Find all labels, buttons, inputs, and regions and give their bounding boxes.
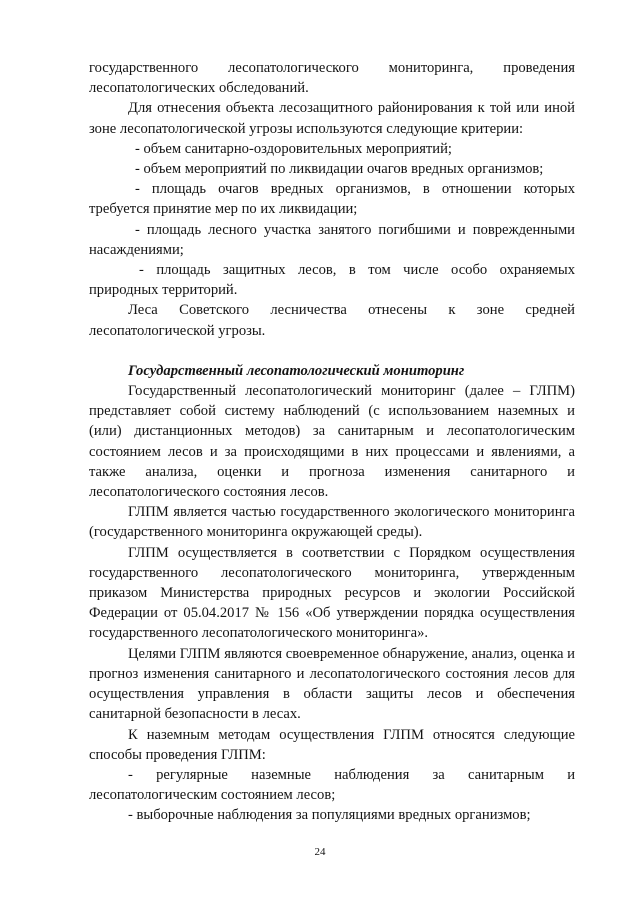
page-number: 24 [314,846,326,858]
page-body [89,58,575,826]
section-heading: Государственный лесопатологический мониторинг [128,362,465,379]
paragraph: Целями ГЛПМ являются своевременное обнаружение, анализ, оценка и прогноз изменения санитарного и лесопатологического состояния лесов для осуществления управления в области защиты лесов и обеспечения санитарной безопасности в лесах. [89,645,575,723]
paragraph: ГЛПМ является частью государственного экологического мониторинга (государственного мониторинга окружающей среды). [89,504,575,541]
list-item: - выборочные наблюдения за популяциями вредных организмов; [128,807,531,824]
list-item: - площадь лесного участка занятого погибшими и поврежденными насаждениями; [89,221,575,258]
list-item: - площадь очагов вредных организмов, в отношении которых требуется принятие мер по их ликвидации; [89,181,575,218]
paragraph: ГЛПМ осуществляется в соответствии с Порядком осуществления государственного лесопатологического мониторинга, утвержденным приказом Министерства природных ресурсов и экологии Российской Федерации от 05.04.2017 № 156 «Об утверждении порядка осуществления государственного лесопатологического мониторинга». [89,544,575,642]
paragraph: государственного лесопатологического мониторинга, проведения лесопатологических обследований. [89,60,575,97]
list-item: - объем санитарно-оздоровительных мероприятий; [135,140,452,157]
paragraph: Для отнесения объекта лесозащитного районирования к той или иной зоне лесопатологической угрозы используются следующие критерии: [89,100,575,137]
list-item: - объем мероприятий по ликвидации очагов вредных организмов; [135,161,544,178]
paragraph: Государственный лесопатологический мониторинг (далее – ГЛПМ) представляет собой систему наблюдений (с использованием наземных и (или) дистанционных методов) за санитарным и лесопатологическим состоянием лесов и за происходящими в них процессами и явлениями, а также анализа, оценки и прогноза изменения санитарного и лесопатологического состояния лесов. [89,383,575,501]
paragraph: Леса Советского лесничества отнесены к зоне средней лесопатологической угрозы. [89,302,575,339]
list-item: - площадь защитных лесов, в том числе особо охраняемых природных территорий. [89,262,575,299]
paragraph: К наземным методам осуществления ГЛПМ относятся следующие способы проведения ГЛПМ: [89,726,575,763]
list-item: - регулярные наземные наблюдения за санитарным и лесопатологическим состоянием лесов; [89,766,575,804]
